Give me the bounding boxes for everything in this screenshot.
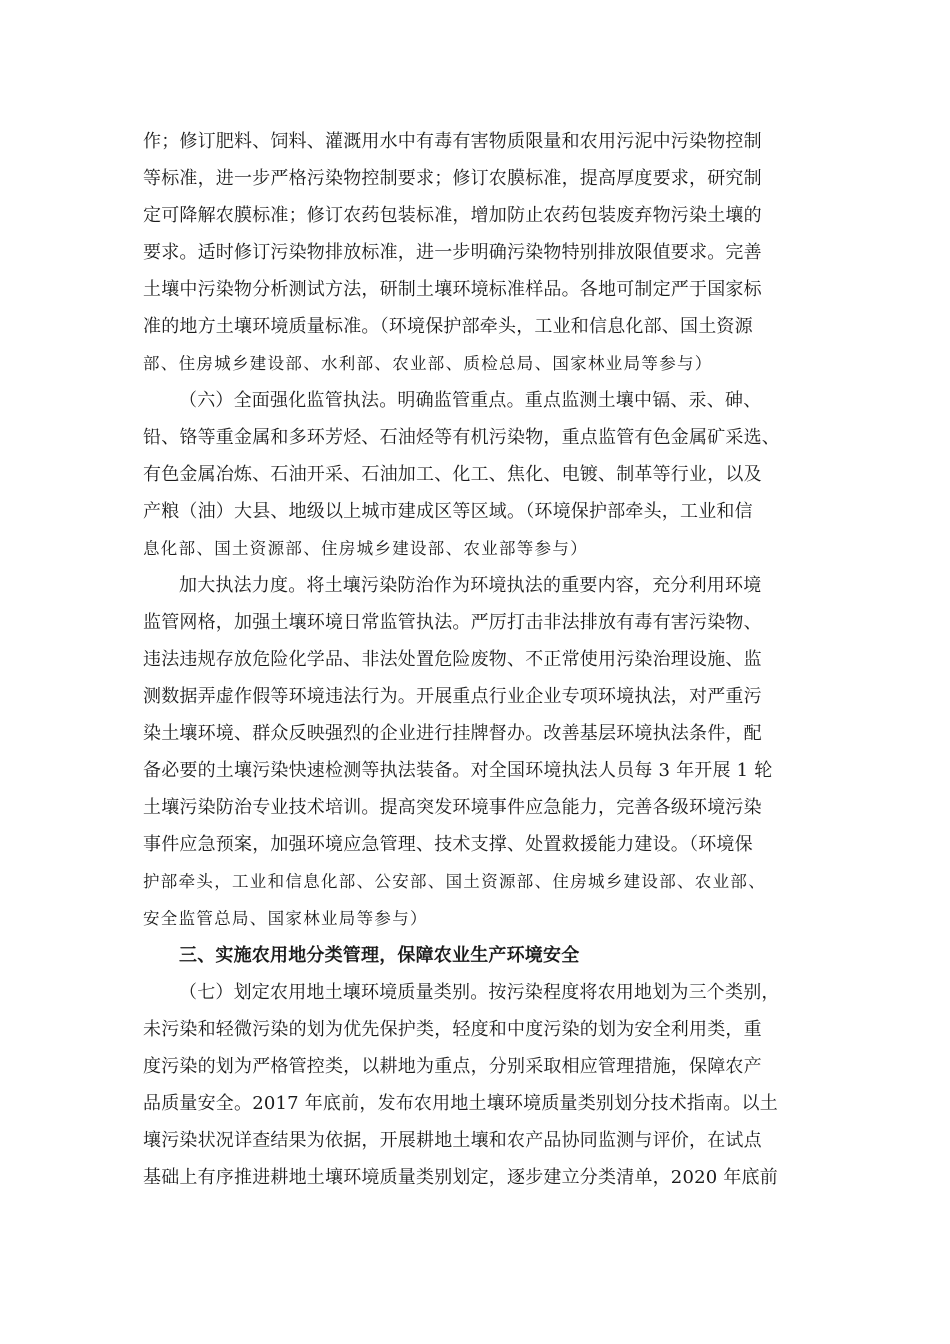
- text-line: 有色金属冶炼、石油开采、石油加工、化工、焦化、电镀、制革等行业，以及: [143, 464, 762, 485]
- text-line: 产粮（油）大县、地级以上城市建成区等区域。（环境保护部牵头，工业和信: [143, 501, 753, 522]
- text-line: 监管网格，加强土壤环境日常监管执法。严厉打击非法排放有毒有害污染物、: [143, 612, 762, 633]
- text-line: 品质量安全。2017 年底前，发布农用地土壤环境质量类别划分技术指南。以土: [143, 1093, 778, 1114]
- text-line: 部、住房城乡建设部、水利部、农业部、质检总局、国家林业局等参与）: [143, 354, 713, 373]
- text-line: 基础上有序推进耕地土壤环境质量类别划定，逐步建立分类清单，2020 年底前: [143, 1167, 778, 1188]
- text-line: 铅、铬等重金属和多环芳烃、石油烃等有机污染物，重点监管有色金属矿采选、: [143, 427, 780, 448]
- text-line: 备必要的土壤污染快速检测等执法装备。对全国环境执法人员每 3 年开展 1 轮: [143, 760, 773, 781]
- text-line: 度污染的划为严格管控类，以耕地为重点，分别采取相应管理措施，保障农产: [143, 1056, 762, 1077]
- paragraph-start: 加大执法力度。将土壤污染防治作为环境执法的重要内容，充分利用环境: [179, 575, 762, 596]
- text-line: 违法违规存放危险化学品、非法处置危险废物、不正常使用污染治理设施、监: [143, 649, 762, 670]
- text-line: 事件应急预案，加强环境应急管理、技术支撑、处置救援能力建设。（环境保: [143, 834, 753, 855]
- text-line: 安全监管总局、国家林业局等参与）: [143, 909, 428, 928]
- text-line: 未污染和轻微污染的划为优先保护类，轻度和中度污染的划为安全利用类，重: [143, 1019, 762, 1040]
- text-line: 染土壤环境、群众反映强烈的企业进行挂牌督办。改善基层环境执法条件，配: [143, 723, 762, 744]
- text-line: 测数据弄虚作假等环境违法行为。开展重点行业企业专项环境执法，对严重污: [143, 686, 762, 707]
- text-line: 作；修订肥料、饲料、灌溉用水中有毒有害物质限量和农用污泥中污染物控制: [143, 131, 762, 152]
- text-line: 定可降解农膜标准；修订农药包装标准，增加防止农药包装废弃物污染土壤的: [143, 205, 762, 226]
- chapter-heading: 三、实施农用地分类管理，保障农业生产环境安全: [179, 945, 580, 966]
- text-line: 要求。适时修订污染物排放标准，进一步明确污染物特别排放限值要求。完善: [143, 242, 762, 263]
- text-line: 准的地方土壤环境质量标准。（环境保护部牵头，工业和信息化部、国土资源: [143, 316, 753, 337]
- text-line: 土壤中污染物分析测试方法，研制土壤环境标准样品。各地可制定严于国家标: [143, 279, 762, 300]
- text-line: 壤污染状况详查结果为依据，开展耕地土壤和农产品协同监测与评价，在试点: [143, 1130, 762, 1151]
- text-line: 息化部、国土资源部、住房城乡建设部、农业部等参与）: [143, 539, 588, 558]
- text-line: 等标准，进一步严格污染物控制要求；修订农膜标准，提高厚度要求，研究制: [143, 168, 762, 189]
- section-heading-7: （七）划定农用地土壤环境质量类别。按污染程度将农用地划为三个类别，: [179, 982, 780, 1003]
- text-line: 土壤污染防治专业技术培训。提高突发环境事件应急能力，完善各级环境污染: [143, 797, 762, 818]
- section-heading-6: （六）全面强化监管执法。明确监管重点。重点监测土壤中镉、汞、砷、: [179, 390, 762, 411]
- text-line: 护部牵头，工业和信息化部、公安部、国土资源部、住房城乡建设部、农业部、: [143, 872, 766, 891]
